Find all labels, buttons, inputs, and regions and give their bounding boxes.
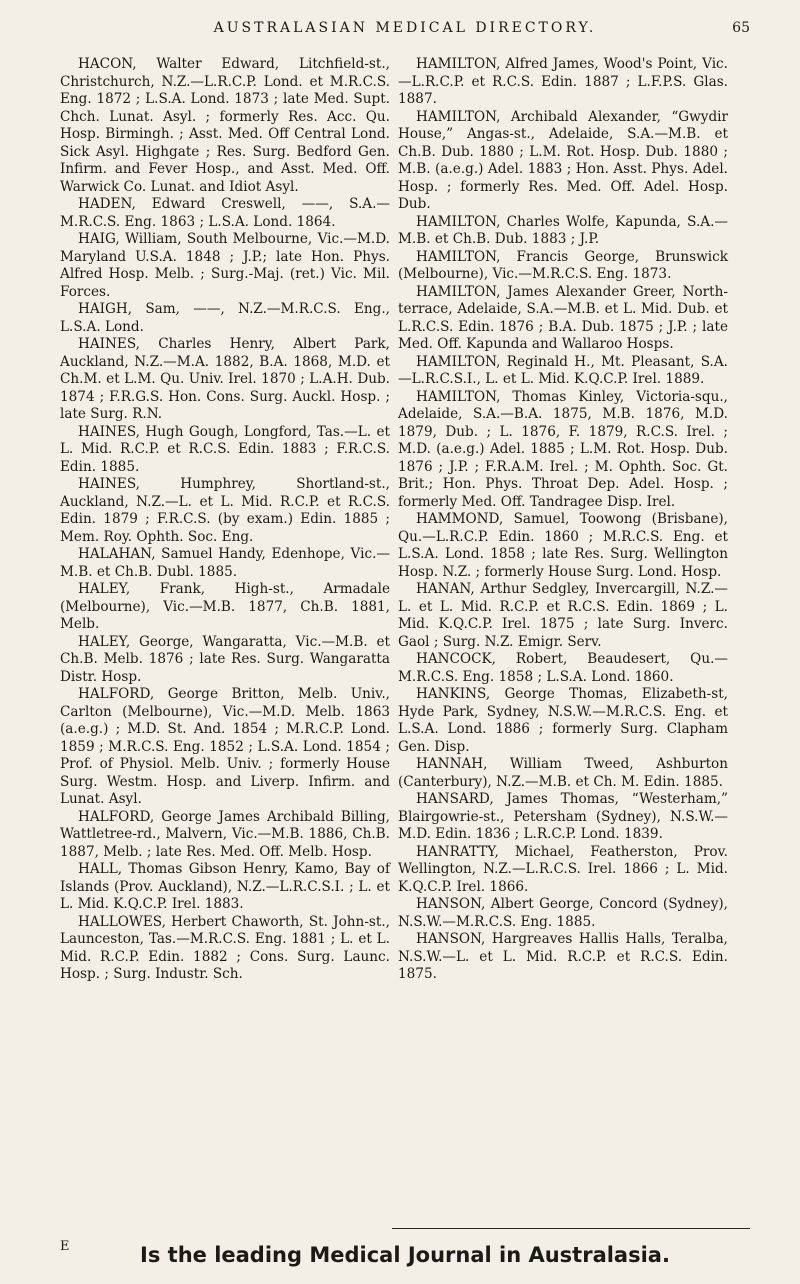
directory-entry: HANKINS, George Thomas, Elizabeth-st, Hyde Park, Sydney, N.S.W.—M.R.C.S. Eng. et L.S.A. Lond. 1886 ; formerly Surg. Clapham Gen. Disp.: [398, 686, 728, 755]
directory-entry: HANCOCK, Robert, Beaudesert, Qu.—M.R.C.S. Eng. 1858 ; L.S.A. Lond. 1860.: [398, 651, 728, 685]
directory-entry: HANRATTY, Michael, Featherston, Prov. Wellington, N.Z.—L.R.C.S. Irel. 1866 ; L. Mid. K.Q.C.P. Irel. 1866.: [398, 843, 728, 895]
directory-entry: HAMILTON, Archibald Alexander, “Gwydir House,” Angas-st., Adelaide, S.A.—M.B. et Ch.B. Dub. 1880 ; L.M. Rot. Hosp. Dub. 1880 ; M.B. (a.e.g.) Adel. 1883 ; Hon. Asst. Phys. Adel. Hosp. ; formerly Res. Med. Off. Adel. Hosp. Dub.: [398, 108, 728, 212]
column-rule: [392, 1228, 750, 1229]
directory-entry: HALEY, George, Wangaratta, Vic.—M.B. et Ch.B. Melb. 1876 ; late Res. Surg. Wangaratta Distr. Hosp.: [60, 633, 390, 685]
directory-entry: HADEN, Edward Creswell, ——, S.A.—M.R.C.S. Eng. 1863 ; L.S.A. Lond. 1864.: [60, 196, 390, 230]
directory-entry: HAIGH, Sam, ——, N.Z.—M.R.C.S. Eng., L.S.A. Lond.: [60, 301, 390, 335]
directory-entry: HACON, Walter Edward, Litchfield-st., Christchurch, N.Z.—L.R.C.P. Lond. et M.R.C.S. Eng. 1872 ; L.S.A. Lond. 1873 ; late Med. Supt. Chch. Lunat. Asyl. ; formerly Res. Acc. Qu. Hosp. Birmingh. ; Asst. Med. Off Central Lond. Sick Asyl. Highgate ; Res. Surg. Bedford Gen. Infirm. and Fever Hosp., and Asst. Med. Off. Warwick Co. Lunat. and Idiot Asyl.: [60, 56, 390, 195]
page-number: 65: [732, 20, 750, 36]
directory-entry: HALLOWES, Herbert Chaworth, St. John-st., Launceston, Tas.—M.R.C.S. Eng. 1881 ; L. et L. Mid. R.C.P. Edin. 1882 ; Cons. Surg. Launc. Hosp. ; Surg. Industr. Sch.: [60, 913, 390, 982]
directory-entry: HAMILTON, James Alexander Greer, North-terrace, Adelaide, S.A.—M.B. et L. Mid. Dub. et L.R.C.S. Edin. 1876 ; B.A. Dub. 1875 ; J.P. ; late Med. Off. Kapunda and Wallaroo Hosps.: [398, 283, 728, 352]
right-column: [398, 56, 728, 984]
directory-entry: HANSON, Hargreaves Hallis Halls, Teralba, N.S.W.—L. et L. Mid. R.C.P. et R.C.S. Edin. 1875.: [398, 931, 728, 982]
directory-entry: HANSON, Albert George, Concord (Sydney), N.S.W.—M.R.C.S. Eng. 1885.: [398, 896, 728, 930]
directory-entry: HAIG, William, South Melbourne, Vic.—M.D. Maryland U.S.A. 1848 ; J.P.; late Hon. Phys. Alfred Hosp. Melb. ; Surg.-Maj. (ret.) Vic. Mil. Forces.: [60, 231, 390, 300]
running-title: AUSTRALASIAN MEDICAL DIRECTORY.: [213, 20, 597, 36]
directory-entry: HALL, Thomas Gibson Henry, Kamo, Bay of Islands (Prov. Auckland), N.Z.—L.R.C.S.I. ; L. et L. Mid. K.Q.C.P. Irel. 1883.: [60, 861, 390, 912]
directory-entry: HALFORD, George James Archibald Billing, Wattletree-rd., Malvern, Vic.—M.B. 1886, Ch.B. 1887, Melb. ; late Res. Med. Off. Melb. Hosp.: [60, 808, 390, 860]
directory-entry: HANSARD, James Thomas, “Westerham,” Blairgowrie-st., Petersham (Sydney), N.S.W.—M.D. Edin. 1836 ; L.R.C.P. Lond. 1839.: [398, 791, 728, 842]
directory-entry: HANAN, Arthur Sedgley, Invercargill, N.Z.—L. et L. Mid. R.C.P. et R.C.S. Edin. 1869 ; L. Mid. K.Q.C.P. Irel. 1875 ; late Surg. Inverc. Gaol ; Surg. N.Z. Emigr. Serv.: [398, 581, 728, 650]
page-footer: [60, 1237, 750, 1269]
left-column: [60, 56, 390, 984]
directory-entry: HAINES, Humphrey, Shortland-st., Auckland, N.Z.—L. et L. Mid. R.C.P. et R.C.S. Edin. 1879 ; F.R.C.S. (by exam.) Edin. 1885 ; Mem. Roy. Ophth. Soc. Eng.: [60, 476, 390, 545]
directory-entry: HAINES, Hugh Gough, Longford, Tas.—L. et L. Mid. R.C.P. et R.C.S. Edin. 1883 ; F.R.C.S. Edin. 1885.: [60, 423, 390, 475]
advert-motto: Is the leading Medical Journal in Australasia.: [140, 1243, 670, 1267]
directory-entry: HAINES, Charles Henry, Albert Park, Auckland, N.Z.—M.A. 1882, B.A. 1868, M.D. et Ch.M. et L.M. Qu. Univ. Irel. 1870 ; L.A.H. Dub. 1874 ; F.R.G.S. Hon. Cons. Surg. Auckl. Hosp. ; late Surg. R.N.: [60, 336, 390, 422]
directory-entry: HAMILTON, Alfred James, Wood's Point, Vic.—L.R.C.P. et R.C.S. Edin. 1887 ; L.F.P.S. Glas. 1887.: [398, 56, 728, 107]
signature-mark: E: [60, 1239, 70, 1254]
directory-entry: HAMILTON, Thomas Kinley, Victoria-squ., Adelaide, S.A.—B.A. 1875, M.B. 1876, M.D. 1879, Dub. ; L. 1876, F. 1879, R.C.S. Irel. ; M.D. (a.e.g.) Adel. 1885 ; L.M. Rot. Hosp. Dub. 1876 ; J.P. ; F.R.A.M. Irel. ; M. Ophth. Soc. Gt. Brit.; Hon. Phys. Throat Dep. Adel. Hosp. ; formerly Med. Off. Tandragee Disp. Irel.: [398, 388, 728, 510]
directory-entry: HAMILTON, Charles Wolfe, Kapunda, S.A.—M.B. et Ch.B. Dub. 1883 ; J.P.: [398, 213, 728, 247]
directory-entry: HALEY, Frank, High-st., Armadale (Melbourne), Vic.—M.B. 1877, Ch.B. 1881, Melb.: [60, 581, 390, 632]
page-header: [60, 18, 750, 42]
directory-entry: HAMMOND, Samuel, Toowong (Brisbane), Qu.—L.R.C.P. Edin. 1860 ; M.R.C.S. Eng. et L.S.A. Lond. 1858 ; late Res. Surg. Wellington Hosp. N.Z. ; formerly House Surg. Lond. Hosp.: [398, 511, 728, 580]
directory-entry: HANNAH, William Tweed, Ashburton (Canterbury), N.Z.—M.B. et Ch. M. Edin. 1885.: [398, 756, 728, 790]
directory-entry: HAMILTON, Reginald H., Mt. Pleasant, S.A.—L.R.C.S.I., L. et L. Mid. K.Q.C.P. Irel. 1889.: [398, 353, 728, 387]
directory-entry: HAMILTON, Francis George, Brunswick (Melbourne), Vic.—M.R.C.S. Eng. 1873.: [398, 248, 728, 282]
directory-entry: HALFORD, George Britton, Melb. Univ., Carlton (Melbourne), Vic.—M.D. Melb. 1863 (a.e.g.) ; M.D. St. And. 1854 ; M.R.C.P. Lond. 1859 ; M.R.C.S. Eng. 1852 ; L.S.A. Lond. 1854 ; Prof. of Physiol. Melb. Univ. ; formerly House Surg. Westm. Hosp. and Liverp. Infirm. and Lunat. Asyl.: [60, 686, 390, 807]
directory-entry: HALAHAN, Samuel Handy, Edenhope, Vic.—M.B. et Ch.B. Dubl. 1885.: [60, 546, 390, 580]
